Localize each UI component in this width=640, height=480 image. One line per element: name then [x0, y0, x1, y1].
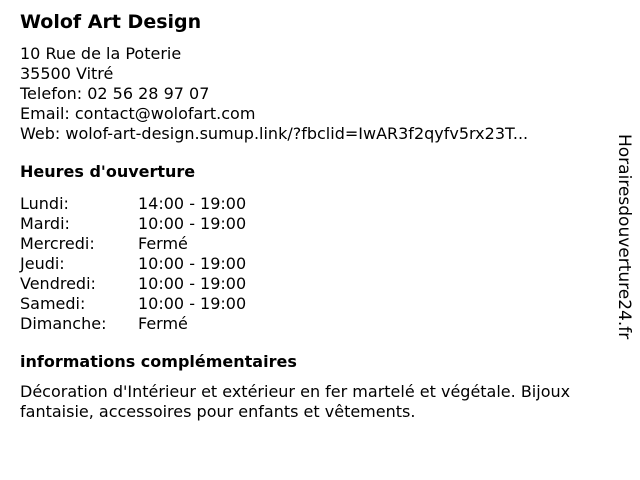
street-address: 10 Rue de la Poterie [20, 44, 182, 63]
time-value: 10:00 - 19:00 [138, 214, 247, 233]
hours-table [20, 194, 600, 334]
hours-row-tuesday [20, 214, 600, 234]
time-value: 14:00 - 19:00 [138, 194, 247, 213]
time-value: 10:00 - 19:00 [138, 254, 247, 273]
info-title: informations complémentaires [20, 352, 297, 371]
hours-title: Heures d'ouverture [20, 162, 196, 181]
time-value: 10:00 - 19:00 [138, 294, 247, 313]
time-value: 10:00 - 19:00 [138, 274, 247, 293]
business-card [20, 8, 600, 422]
hours-row-saturday [20, 294, 600, 314]
watermark-label: Horairesdouverture24.fr [614, 134, 634, 340]
business-name: Wolof Art Design [20, 11, 202, 33]
hours-row-thursday [20, 254, 600, 274]
email-address[interactable]: Email: contact@wolofart.com [20, 104, 256, 123]
day-label: Mercredi: [20, 234, 95, 253]
time-value: Fermé [138, 314, 188, 333]
day-label: Vendredi: [20, 274, 96, 293]
hours-row-wednesday [20, 234, 600, 254]
day-label: Jeudi: [20, 254, 65, 273]
day-label: Mardi: [20, 214, 70, 233]
time-value: Fermé [138, 234, 188, 253]
website-link[interactable]: Web: wolof-art-design.sumup.link/?fbclid=IwAR3f2qyfv5rx23T... [20, 124, 529, 143]
phone-number[interactable]: Telefon: 02 56 28 97 07 [20, 84, 210, 103]
day-label: Lundi: [20, 194, 69, 213]
info-description: Décoration d'Intérieur et extérieur en fer martelé et végétale. Bijoux fantaisie, accessoires pour enfants et vêtements. [20, 382, 571, 421]
contact-block [20, 44, 600, 144]
day-label: Samedi: [20, 294, 86, 313]
hours-row-monday [20, 194, 600, 214]
hours-row-friday [20, 274, 600, 294]
city-address: 35500 Vitré [20, 64, 114, 83]
day-label: Dimanche: [20, 314, 107, 333]
hours-row-sunday [20, 314, 600, 334]
